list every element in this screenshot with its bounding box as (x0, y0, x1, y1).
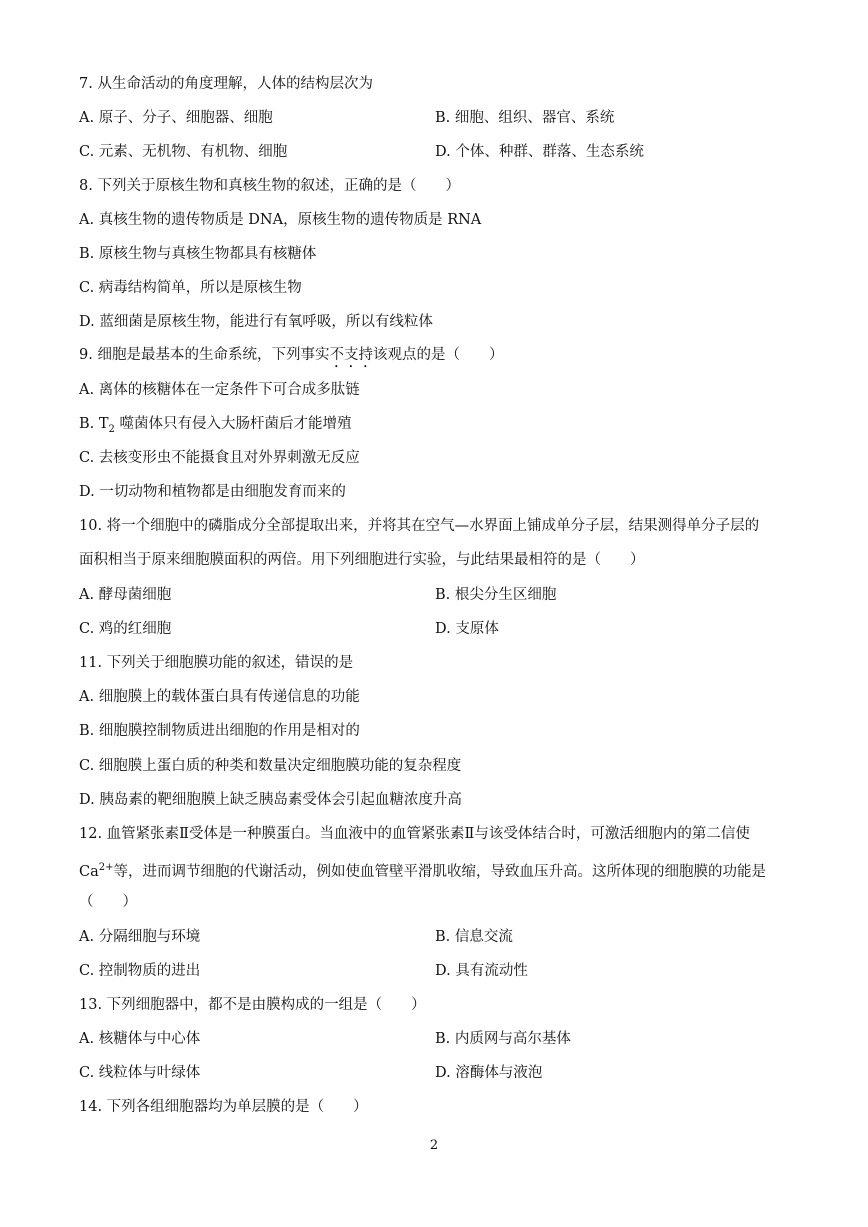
q13-option-b: B. 内质网与高尔基体 (435, 1031, 571, 1047)
q12-option-c: C. 控制物质的进出 (79, 963, 201, 979)
q12-line2-sup: 2+ (98, 862, 114, 873)
q9-option-b-pre: B. T (79, 416, 109, 432)
q8-option-d: D. 蓝细菌是原核生物，能进行有氧呼吸，所以有线粒体 (79, 314, 433, 330)
q10-stem-line2: 面积相当于原来细胞膜面积的两倍。用下列细胞进行实验，与此结果最相符的是（ ） (79, 552, 645, 568)
q9-stem-emphasis: 不支持 (329, 347, 373, 363)
q9-stem-post: 该观点的是（ ） (372, 347, 504, 363)
q11-option-d: D. 胰岛素的靶细胞膜上缺乏胰岛素受体会引起血糖浓度升高 (79, 792, 462, 808)
q12-option-b: B. 信息交流 (435, 929, 513, 945)
q12-stem-line2 (79, 858, 766, 882)
q9-option-a: A. 离体的核糖体在一定条件下可合成多肽链 (79, 382, 360, 398)
q11-option-c: C. 细胞膜上蛋白质的种类和数量决定细胞膜功能的复杂程度 (79, 758, 462, 774)
q13-stem: 13. 下列细胞器中，都不是由膜构成的一组是（ ） (79, 997, 426, 1013)
q13-option-c: C. 线粒体与叶绿体 (79, 1065, 201, 1081)
q12-stem-line3: （ ） (79, 894, 137, 910)
q10-option-b: B. 根尖分生区细胞 (435, 587, 557, 603)
q10-stem-line1: 10. 将一个细胞中的磷脂成分全部提取出来，并将其在空气—水界面上铺成单分子层，结果测得单分子层的 (79, 518, 760, 534)
q12-option-d: D. 具有流动性 (435, 963, 528, 979)
q8-option-a: A. 真核生物的遗传物质是 DNA，原核生物的遗传物质是 RNA (79, 212, 482, 228)
q11-option-a: A. 细胞膜上的载体蛋白具有传递信息的功能 (79, 689, 360, 705)
q12-line2-post: 等，进而调节细胞的代谢活动，例如使血管壁平滑肌收缩，导致血压升高。这所体现的细胞膜的功能是 (113, 863, 766, 880)
q7-option-d: D. 个体、种群、群落、生态系统 (435, 144, 644, 160)
q10-option-c: C. 鸡的红细胞 (79, 621, 172, 637)
q9-option-b-post: 噬菌体只有侵入大肠杆菌后才能增殖 (114, 416, 352, 432)
q9-option-b (79, 414, 352, 440)
q9-stem-pre: 9. 细胞是最基本的生命系统，下列事实 (79, 347, 330, 363)
q8-option-b: B. 原核生物与真核生物都具有核糖体 (79, 246, 317, 262)
q8-stem: 8. 下列关于原核生物和真核生物的叙述，正确的是（ ） (79, 178, 460, 194)
q11-stem: 11. 下列关于细胞膜功能的叙述，错误的是 (79, 655, 354, 671)
q13-option-d: D. 溶酶体与液泡 (435, 1065, 543, 1081)
page-number: 2 (429, 1138, 439, 1153)
q10-option-d: D. 支原体 (435, 621, 499, 637)
q12-line2-pre: Ca (79, 863, 99, 880)
q8-option-c: C. 病毒结构简单，所以是原核生物 (79, 280, 302, 296)
q13-option-a: A. 核糖体与中心体 (79, 1031, 201, 1047)
q12-stem-line1: 12. 血管紧张素Ⅱ受体是一种膜蛋白。当血液中的血管紧张素Ⅱ与该受体结合时，可激活细胞内的第二信使 (79, 826, 750, 842)
q7-option-a: A. 原子、分子、细胞器、细胞 (79, 110, 273, 126)
q14-stem: 14. 下列各组细胞器均为单层膜的是（ ） (79, 1099, 368, 1115)
q7-stem: 7. 从生命活动的角度理解，人体的结构层次为 (79, 76, 373, 92)
q10-option-a: A. 酵母菌细胞 (79, 587, 172, 603)
q11-option-b: B. 细胞膜控制物质进出细胞的作用是相对的 (79, 723, 360, 739)
q7-option-c: C. 元素、无机物、有机物、细胞 (79, 144, 288, 160)
q9-option-b-sub: 2 (108, 423, 115, 435)
q9-option-d: D. 一切动物和植物都是由细胞发育而来的 (79, 484, 346, 500)
q9-stem (79, 345, 503, 371)
q9-option-c: C. 去核变形虫不能摄食且对外界刺激无反应 (79, 450, 360, 466)
q12-option-a: A. 分隔细胞与环境 (79, 929, 201, 945)
q7-option-b: B. 细胞、组织、器官、系统 (435, 110, 615, 126)
